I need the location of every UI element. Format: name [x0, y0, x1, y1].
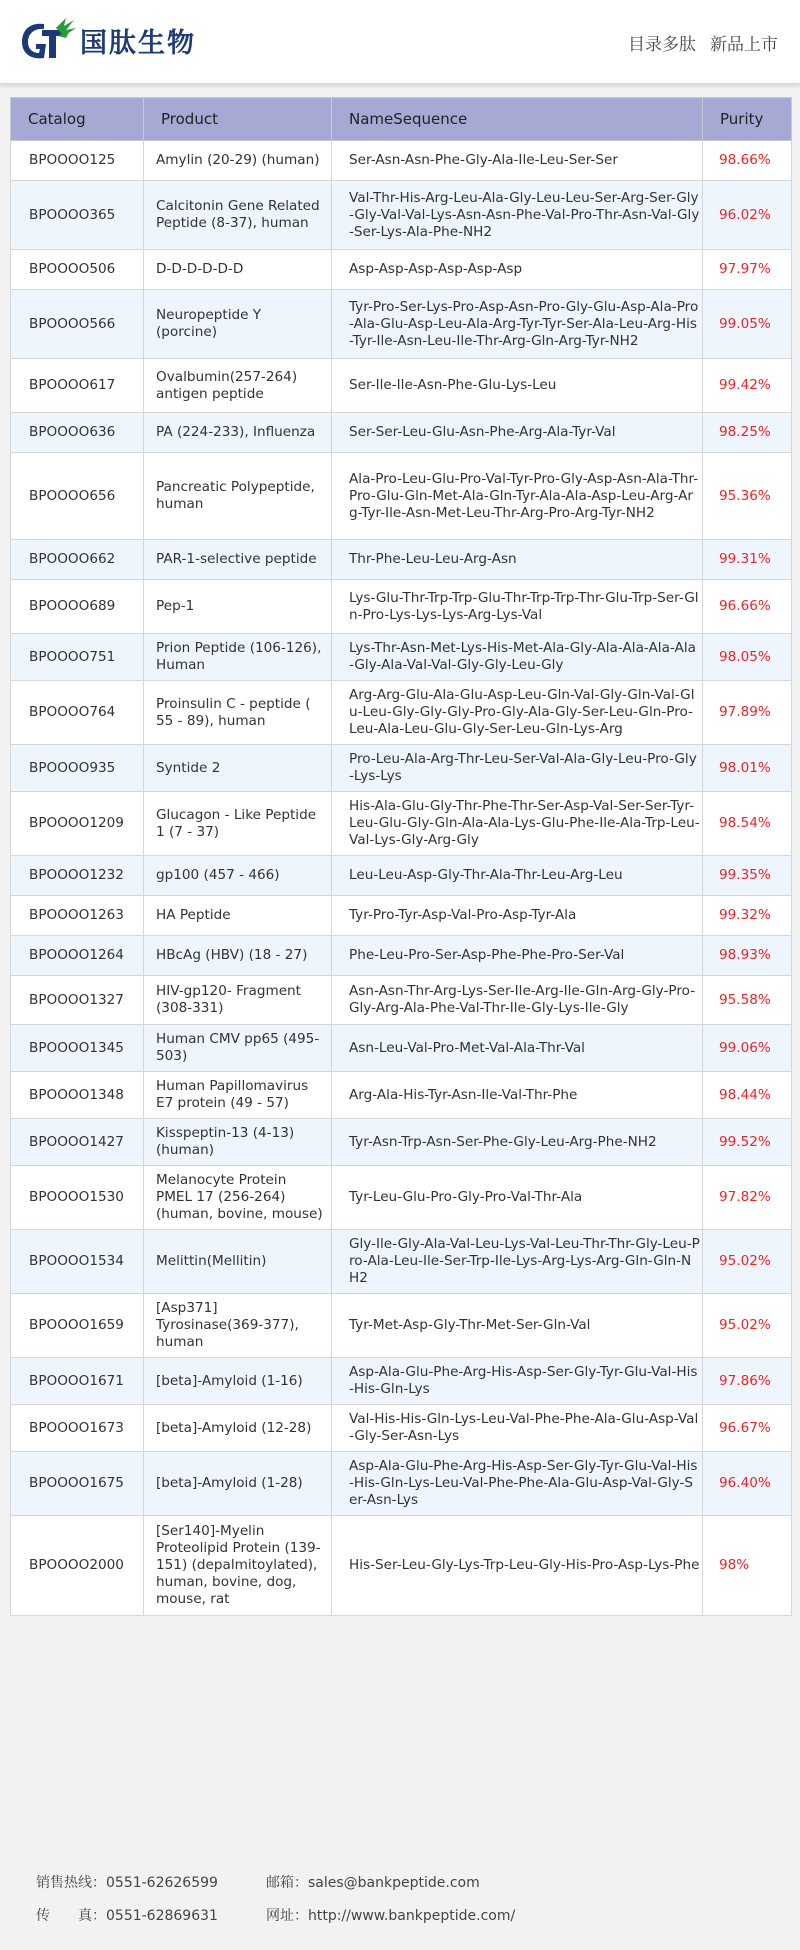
catalog-cell: BPOOOO1530: [11, 1166, 144, 1230]
product-cell: Syntide 2: [144, 745, 332, 792]
purity-cell: 98.05%: [703, 634, 792, 681]
sequence-cell: Ser-Asn-Asn-Phe-Gly-Ala-Ile-Leu-Ser-Ser: [332, 141, 703, 181]
sequence-cell: His-Ser-Leu-Gly-Lys-Trp-Leu-Gly-His-Pro-Asp-Lys-Phe: [332, 1516, 703, 1616]
fax-number: 传 真：0551-62869631: [36, 1907, 218, 1924]
sequence-cell: Leu-Leu-Asp-Gly-Thr-Ala-Thr-Leu-Arg-Leu: [332, 856, 703, 896]
product-cell: HA Peptide: [144, 896, 332, 936]
sequence-cell: Ala-Pro-Leu-Glu-Pro-Val-Tyr-Pro-Gly-Asp-Asn-Ala-Thr-Pro-Glu-Gln-Met-Ala-Gln-Tyr-Ala-Ala-Asp-Leu-Arg-Arg-Tyr-Ile-Asn-Met-Leu-Thr-Arg-Pro-Arg-Tyr-NH2: [332, 453, 703, 540]
catalog-cell: BPOOOO2000: [11, 1516, 144, 1616]
table-row[interactable]: [11, 141, 792, 181]
column-header-sequence: NameSequence: [332, 98, 703, 141]
table-row[interactable]: [11, 1294, 792, 1358]
product-cell: Melittin(Mellitin): [144, 1230, 332, 1294]
nav-catalog-peptides[interactable]: 目录多肽: [628, 35, 696, 55]
catalog-cell: BPOOOO1673: [11, 1405, 144, 1452]
sequence-cell: Val-Thr-His-Arg-Leu-Ala-Gly-Leu-Leu-Ser-Arg-Ser-Gly-Gly-Val-Val-Lys-Asn-Asn-Phe-Val-Pro-Thr-Asn-Val-Gly-Ser-Lys-Ala-Phe-NH2: [332, 181, 703, 250]
website-link[interactable]: 网址：http://www.bankpeptide.com/: [266, 1907, 516, 1924]
product-cell: [beta]-Amyloid (12-28): [144, 1405, 332, 1452]
catalog-cell: BPOOOO506: [11, 250, 144, 290]
column-header-purity: Purity: [703, 98, 792, 141]
catalog-cell: BPOOOO1232: [11, 856, 144, 896]
product-cell: Pancreatic Polypeptide, human: [144, 453, 332, 540]
sequence-cell: Pro-Leu-Ala-Arg-Thr-Leu-Ser-Val-Ala-Gly-Leu-Pro-Gly-Lys-Lys: [332, 745, 703, 792]
table-row[interactable]: [11, 1166, 792, 1230]
purity-cell: 98%: [703, 1516, 792, 1616]
product-cell: [beta]-Amyloid (1-28): [144, 1452, 332, 1516]
product-cell: Kisspeptin-13 (4-13) (human): [144, 1119, 332, 1166]
purity-cell: 99.05%: [703, 290, 792, 359]
sequence-cell: Tyr-Leu-Glu-Pro-Gly-Pro-Val-Thr-Ala: [332, 1166, 703, 1230]
table-row[interactable]: [11, 250, 792, 290]
purity-cell: 98.66%: [703, 141, 792, 181]
catalog-cell: BPOOOO1209: [11, 792, 144, 856]
product-cell: Pep-1: [144, 580, 332, 634]
catalog-cell: BPOOOO1675: [11, 1452, 144, 1516]
sequence-cell: His-Ala-Glu-Gly-Thr-Phe-Thr-Ser-Asp-Val-Ser-Ser-Tyr-Leu-Glu-Gly-Gln-Ala-Ala-Lys-Glu-Phe-Ile-Ala-Trp-Leu-Val-Lys-Gly-Arg-Gly: [332, 792, 703, 856]
table-row[interactable]: [11, 896, 792, 936]
purity-cell: 97.82%: [703, 1166, 792, 1230]
table-row[interactable]: [11, 681, 792, 745]
table-row[interactable]: [11, 745, 792, 792]
table-row[interactable]: [11, 413, 792, 453]
catalog-cell: BPOOOO617: [11, 359, 144, 413]
sequence-cell: Tyr-Asn-Trp-Asn-Ser-Phe-Gly-Leu-Arg-Phe-NH2: [332, 1119, 703, 1166]
catalog-cell: BPOOOO751: [11, 634, 144, 681]
purity-cell: 96.40%: [703, 1452, 792, 1516]
product-cell: Prion Peptide (106-126), Human: [144, 634, 332, 681]
sequence-cell: Tyr-Met-Asp-Gly-Thr-Met-Ser-Gln-Val: [332, 1294, 703, 1358]
product-cell: gp100 (457 - 466): [144, 856, 332, 896]
purity-cell: 97.89%: [703, 681, 792, 745]
product-table: [10, 97, 792, 1616]
product-table-container: [10, 97, 791, 1616]
product-cell: PAR-1-selective peptide: [144, 540, 332, 580]
purity-cell: 99.35%: [703, 856, 792, 896]
purity-cell: 99.42%: [703, 359, 792, 413]
catalog-cell: BPOOOO1534: [11, 1230, 144, 1294]
sequence-cell: Asp-Ala-Glu-Phe-Arg-His-Asp-Ser-Gly-Tyr-Glu-Val-His-His-Gln-Lys-Leu-Val-Phe-Phe-Ala-Glu-Asp-Val-Gly-Ser-Asn-Lys: [332, 1452, 703, 1516]
catalog-cell: BPOOOO1427: [11, 1119, 144, 1166]
catalog-cell: BPOOOO1264: [11, 936, 144, 976]
product-cell: Glucagon - Like Peptide 1 (7 - 37): [144, 792, 332, 856]
product-cell: Melanocyte Protein PMEL 17 (256-264) (human, bovine, mouse): [144, 1166, 332, 1230]
sequence-cell: Asp-Ala-Glu-Phe-Arg-His-Asp-Ser-Gly-Tyr-Glu-Val-His-His-Gln-Lys: [332, 1358, 703, 1405]
product-cell: [beta]-Amyloid (1-16): [144, 1358, 332, 1405]
table-row[interactable]: [11, 1358, 792, 1405]
table-row[interactable]: [11, 634, 792, 681]
sequence-cell: Lys-Thr-Asn-Met-Lys-His-Met-Ala-Gly-Ala-Ala-Ala-Ala-Gly-Ala-Val-Val-Gly-Gly-Leu-Gly: [332, 634, 703, 681]
purity-cell: 98.93%: [703, 936, 792, 976]
purity-cell: 99.06%: [703, 1025, 792, 1072]
table-row[interactable]: [11, 1119, 792, 1166]
purity-cell: 98.54%: [703, 792, 792, 856]
purity-cell: 99.52%: [703, 1119, 792, 1166]
catalog-cell: BPOOOO764: [11, 681, 144, 745]
site-header: [0, 0, 800, 84]
product-cell: [Asp371] Tyrosinase(369-377), human: [144, 1294, 332, 1358]
table-row[interactable]: [11, 1405, 792, 1452]
sequence-cell: Val-His-His-Gln-Lys-Leu-Val-Phe-Phe-Ala-Glu-Asp-Val-Gly-Ser-Asn-Lys: [332, 1405, 703, 1452]
purity-cell: 99.31%: [703, 540, 792, 580]
purity-cell: 96.66%: [703, 580, 792, 634]
table-row[interactable]: [11, 1516, 792, 1616]
catalog-cell: BPOOOO656: [11, 453, 144, 540]
sequence-cell: Ser-Ile-Ile-Asn-Phe-Glu-Lys-Leu: [332, 359, 703, 413]
product-cell: Calcitonin Gene Related Peptide (8-37), human: [144, 181, 332, 250]
product-cell: [Ser140]-Myelin Proteolipid Protein (139-151) (depalmitoylated), human, bovine, dog, mouse, rat: [144, 1516, 332, 1616]
sequence-cell: Tyr-Pro-Tyr-Asp-Val-Pro-Asp-Tyr-Ala: [332, 896, 703, 936]
product-cell: HIV-gp120- Fragment (308-331): [144, 976, 332, 1025]
purity-cell: 97.97%: [703, 250, 792, 290]
nav-new-products[interactable]: 新品上市: [710, 35, 778, 55]
purity-cell: 95.02%: [703, 1230, 792, 1294]
product-cell: PA (224-233), Influenza: [144, 413, 332, 453]
catalog-cell: BPOOOO566: [11, 290, 144, 359]
table-body: [11, 141, 792, 1616]
gt-logo-icon: [20, 16, 78, 64]
purity-cell: 95.58%: [703, 976, 792, 1025]
contact-footer: [36, 1865, 776, 1931]
product-cell: Amylin (20-29) (human): [144, 141, 332, 181]
catalog-cell: BPOOOO689: [11, 580, 144, 634]
sequence-cell: Tyr-Pro-Ser-Lys-Pro-Asp-Asn-Pro-Gly-Glu-Asp-Ala-Pro-Ala-Glu-Asp-Leu-Ala-Arg-Tyr-Tyr-Ser-Ala-Leu-Arg-His-Tyr-Ile-Asn-Leu-Ile-Thr-Arg-Gln-Arg-Tyr-NH2: [332, 290, 703, 359]
table-row[interactable]: [11, 290, 792, 359]
table-row[interactable]: [11, 936, 792, 976]
product-cell: HBcAg (HBV) (18 - 27): [144, 936, 332, 976]
sequence-cell: Lys-Glu-Thr-Trp-Trp-Glu-Thr-Trp-Trp-Thr-Glu-Trp-Ser-Gln-Pro-Lys-Lys-Lys-Arg-Lys-Val: [332, 580, 703, 634]
purity-cell: 95.36%: [703, 453, 792, 540]
table-row[interactable]: [11, 792, 792, 856]
purity-cell: 95.02%: [703, 1294, 792, 1358]
table-row[interactable]: [11, 359, 792, 413]
table-row[interactable]: [11, 540, 792, 580]
product-cell: Human Papillomavirus E7 protein (49 - 57): [144, 1072, 332, 1119]
purity-cell: 96.02%: [703, 181, 792, 250]
product-cell: Neuropeptide Y (porcine): [144, 290, 332, 359]
catalog-cell: BPOOOO365: [11, 181, 144, 250]
catalog-cell: BPOOOO1348: [11, 1072, 144, 1119]
table-row[interactable]: [11, 976, 792, 1025]
table-row[interactable]: [11, 1230, 792, 1294]
sequence-cell: Gly-Ile-Gly-Ala-Val-Leu-Lys-Val-Leu-Thr-Thr-Gly-Leu-Pro-Ala-Leu-Ile-Ser-Trp-Ile-Lys-Arg-Lys-Arg-Gln-Gln-NH2: [332, 1230, 703, 1294]
sequence-cell: Phe-Leu-Pro-Ser-Asp-Phe-Phe-Pro-Ser-Val: [332, 936, 703, 976]
product-cell: Human CMV pp65 (495-503): [144, 1025, 332, 1072]
logo-text: 国肽生物: [80, 27, 196, 59]
product-cell: Ovalbumin(257-264) antigen peptide: [144, 359, 332, 413]
table-row[interactable]: [11, 181, 792, 250]
sequence-cell: Thr-Phe-Leu-Leu-Arg-Asn: [332, 540, 703, 580]
table-row[interactable]: [11, 453, 792, 540]
contact-email[interactable]: 邮箱：sales@bankpeptide.com: [266, 1874, 480, 1891]
catalog-cell: BPOOOO1659: [11, 1294, 144, 1358]
catalog-cell: BPOOOO935: [11, 745, 144, 792]
catalog-cell: BPOOOO662: [11, 540, 144, 580]
top-nav: [628, 30, 778, 55]
table-row[interactable]: [11, 580, 792, 634]
sequence-cell: Asn-Leu-Val-Pro-Met-Val-Ala-Thr-Val: [332, 1025, 703, 1072]
purity-cell: 98.01%: [703, 745, 792, 792]
table-row[interactable]: [11, 1452, 792, 1516]
catalog-cell: BPOOOO1327: [11, 976, 144, 1025]
table-row[interactable]: [11, 856, 792, 896]
column-header-product: Product: [144, 98, 332, 141]
column-header-catalog: Catalog: [11, 98, 144, 141]
catalog-cell: BPOOOO1345: [11, 1025, 144, 1072]
purity-cell: 97.86%: [703, 1358, 792, 1405]
product-cell: D-D-D-D-D-D: [144, 250, 332, 290]
sequence-cell: Asn-Asn-Thr-Arg-Lys-Ser-Ile-Arg-Ile-Gln-Arg-Gly-Pro-Gly-Arg-Ala-Phe-Val-Thr-Ile-Gly-Lys-Ile-Gly: [332, 976, 703, 1025]
purity-cell: 96.67%: [703, 1405, 792, 1452]
catalog-cell: BPOOOO1671: [11, 1358, 144, 1405]
sales-hotline: 销售热线：0551-62626599: [36, 1874, 218, 1891]
table-row[interactable]: [11, 1072, 792, 1119]
table-row[interactable]: [11, 1025, 792, 1072]
table-header-row: [11, 98, 792, 141]
purity-cell: 99.32%: [703, 896, 792, 936]
catalog-cell: BPOOOO125: [11, 141, 144, 181]
sequence-cell: Arg-Arg-Glu-Ala-Glu-Asp-Leu-Gln-Val-Gly-Gln-Val-Glu-Leu-Gly-Gly-Gly-Pro-Gly-Ala-Gly-Ser-Leu-Gln-Pro-Leu-Ala-Leu-Glu-Gly-Ser-Leu-Gln-Lys-Arg: [332, 681, 703, 745]
logo[interactable]: [20, 16, 196, 64]
catalog-cell: BPOOOO1263: [11, 896, 144, 936]
purity-cell: 98.44%: [703, 1072, 792, 1119]
sequence-cell: Arg-Ala-His-Tyr-Asn-Ile-Val-Thr-Phe: [332, 1072, 703, 1119]
product-cell: Proinsulin C - peptide ( 55 - 89), human: [144, 681, 332, 745]
sequence-cell: Asp-Asp-Asp-Asp-Asp-Asp: [332, 250, 703, 290]
sequence-cell: Ser-Ser-Leu-Glu-Asn-Phe-Arg-Ala-Tyr-Val: [332, 413, 703, 453]
catalog-cell: BPOOOO636: [11, 413, 144, 453]
purity-cell: 98.25%: [703, 413, 792, 453]
